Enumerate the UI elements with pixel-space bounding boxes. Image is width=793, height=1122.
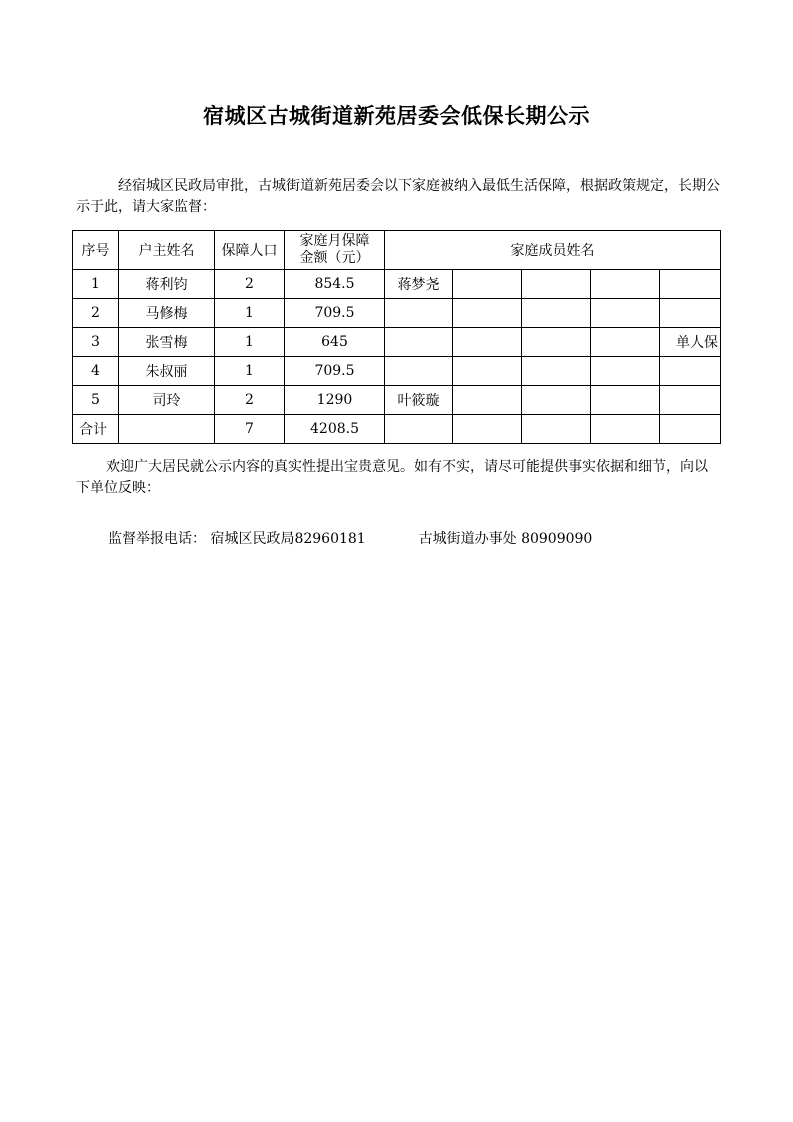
cell-head-name: 马修梅 [119,299,215,328]
cell-member [660,299,721,328]
cell-member [385,415,453,444]
cell-member [522,386,591,415]
cell-member [522,328,591,357]
contact-label: 监督举报电话： [108,531,206,547]
cell-head-name: 司玲 [119,386,215,415]
cell-population: 1 [215,357,285,386]
header-head-name: 户主姓名 [119,231,215,270]
cell-member [453,357,522,386]
cell-member [453,415,522,444]
cell-member [522,299,591,328]
table-total-row [73,415,721,444]
cell-seq: 4 [73,357,119,386]
cell-member [660,357,721,386]
cell-member [522,357,591,386]
cell-member [522,415,591,444]
cell-seq: 2 [73,299,119,328]
cell-member [591,357,660,386]
cell-member [660,415,721,444]
page-title: 宿城区古城街道新苑居委会低保长期公示 [203,104,590,128]
header-members: 家庭成员姓名 [385,231,721,270]
cell-population: 1 [215,299,285,328]
cell-population: 2 [215,270,285,299]
header-amount-line1: 家庭月保障 [299,233,370,249]
contact-office2: 古城街道办事处 80909090 [418,531,593,547]
cell-member [453,386,522,415]
cell-member: 叶筱璇 [385,386,453,415]
intro-paragraph: 经宿城区民政局审批，古城街道新苑居委会以下家庭被纳入最低生活保障，根据政策规定，长期公示于此，请大家监督： [76,178,720,215]
cell-amount: 1290 [285,386,385,415]
cell-population: 2 [215,386,285,415]
cell-member [385,328,453,357]
cell-population: 1 [215,328,285,357]
contact-line [108,528,592,548]
cell-member [591,299,660,328]
welcome-paragraph: 欢迎广大居民就公示内容的真实性提出宝贵意见。如有不实，请尽可能提供事实依据和细节，向以下单位反映： [76,459,708,496]
total-name [119,415,215,444]
table-row [73,270,721,299]
table-header-row [73,231,721,270]
table-row [73,357,721,386]
total-population: 7 [215,415,285,444]
cell-amount: 645 [285,328,385,357]
cell-member [453,270,522,299]
cell-member: 单人保 [660,328,721,357]
total-label: 合计 [73,415,119,444]
table-row [73,386,721,415]
recipient-table [72,230,721,444]
cell-member [522,270,591,299]
cell-member [453,328,522,357]
table-row [73,299,721,328]
cell-member [591,328,660,357]
cell-head-name: 张雪梅 [119,328,215,357]
cell-member [591,270,660,299]
header-amount [285,231,385,270]
cell-amount: 854.5 [285,270,385,299]
cell-member [385,357,453,386]
cell-seq: 5 [73,386,119,415]
cell-member [591,415,660,444]
cell-seq: 1 [73,270,119,299]
cell-amount: 709.5 [285,299,385,328]
cell-member: 蒋梦尧 [385,270,453,299]
contact-office1: 宿城区民政局82960181 [210,531,366,547]
table-row [73,328,721,357]
cell-member [453,299,522,328]
cell-head-name: 蒋利钧 [119,270,215,299]
cell-member [660,386,721,415]
cell-member [660,270,721,299]
cell-member [591,386,660,415]
cell-member [385,299,453,328]
header-population: 保障人口 [215,231,285,270]
cell-seq: 3 [73,328,119,357]
cell-amount: 709.5 [285,357,385,386]
header-amount-line2: 金额（元） [299,250,370,266]
total-amount: 4208.5 [285,415,385,444]
cell-head-name: 朱叔丽 [119,357,215,386]
header-seq: 序号 [73,231,119,270]
